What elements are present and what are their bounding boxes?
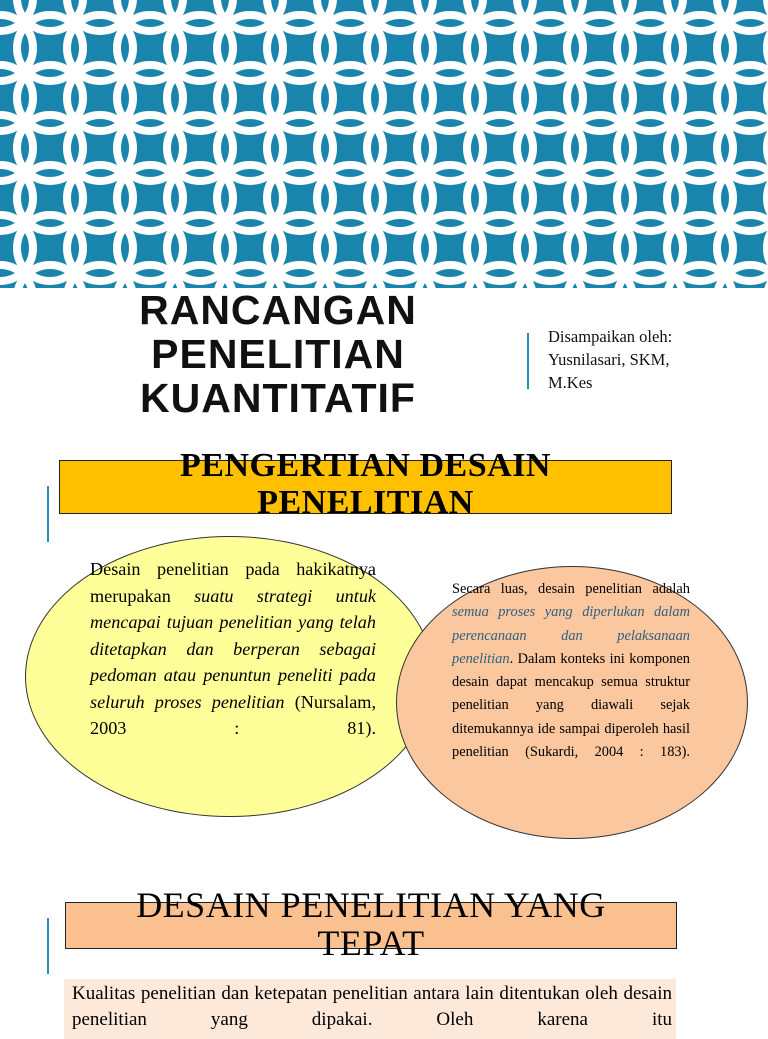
main-title bbox=[108, 288, 448, 420]
right-text-plain-2: . Dalam konteks ini komponen desain dapat mencakup semua struktur penelitian yang diawali sejak ditemukannya ide sampai diperoleh hasil penelitian (Sukardi, 2004 : 183). bbox=[452, 650, 690, 761]
section1-heading bbox=[60, 447, 671, 521]
section1-heading-box bbox=[59, 447, 672, 521]
left-text-plain-2: (Nursalam, 2003 : 81). bbox=[90, 691, 376, 738]
section2-accent-bar bbox=[47, 918, 49, 974]
definition-text-left bbox=[90, 556, 376, 742]
section1-heading-line-2: PENELITIAN bbox=[257, 484, 474, 521]
section2-heading bbox=[66, 886, 676, 962]
section2-paragraph: Kualitas penelitian dan ketepatan penelitian antara lain ditentukan oleh desain penelitian yang dipakai. Oleh karena itu bbox=[72, 983, 672, 1030]
header-pattern bbox=[0, 0, 768, 288]
section1-accent-bar bbox=[47, 486, 49, 542]
presenter-info bbox=[548, 325, 748, 394]
definition-text-right bbox=[452, 578, 690, 764]
section2-heading-line-2: TEPAT bbox=[317, 923, 425, 963]
left-text-italic: suatu strategi untuk mencapai tujuan penelitian yang telah ditetapkan dan berperan sebagai pedoman atau penuntun peneliti pada seluruh proses penelitian bbox=[90, 585, 376, 712]
title-line-3: KUANTITATIF bbox=[140, 375, 416, 421]
presenter-label: Disampaikan oleh: bbox=[548, 327, 673, 346]
section2-heading-box bbox=[65, 885, 677, 963]
left-text-plain-1: Desain penelitian pada hakikatnya merupakan bbox=[90, 559, 376, 606]
right-text-italic: semua proses yang diperlukan dalam perencanaan dan pelaksanaan penelitian bbox=[452, 604, 690, 667]
title-line-1: RANCANGAN bbox=[139, 287, 417, 333]
section1-heading-line-1: PENGERTIAN DESAIN bbox=[180, 447, 551, 484]
section2-heading-line-1: DESAIN PENELITIAN YANG bbox=[136, 885, 606, 925]
title-line-2: PENELITIAN bbox=[151, 331, 405, 377]
presenter-degree: M.Kes bbox=[548, 373, 593, 392]
presenter-accent-bar bbox=[527, 333, 529, 389]
right-text-plain-1: Secara luas, desain penelitian adalah bbox=[452, 581, 690, 597]
presenter-name: Yusnilasari, SKM, bbox=[548, 350, 670, 369]
